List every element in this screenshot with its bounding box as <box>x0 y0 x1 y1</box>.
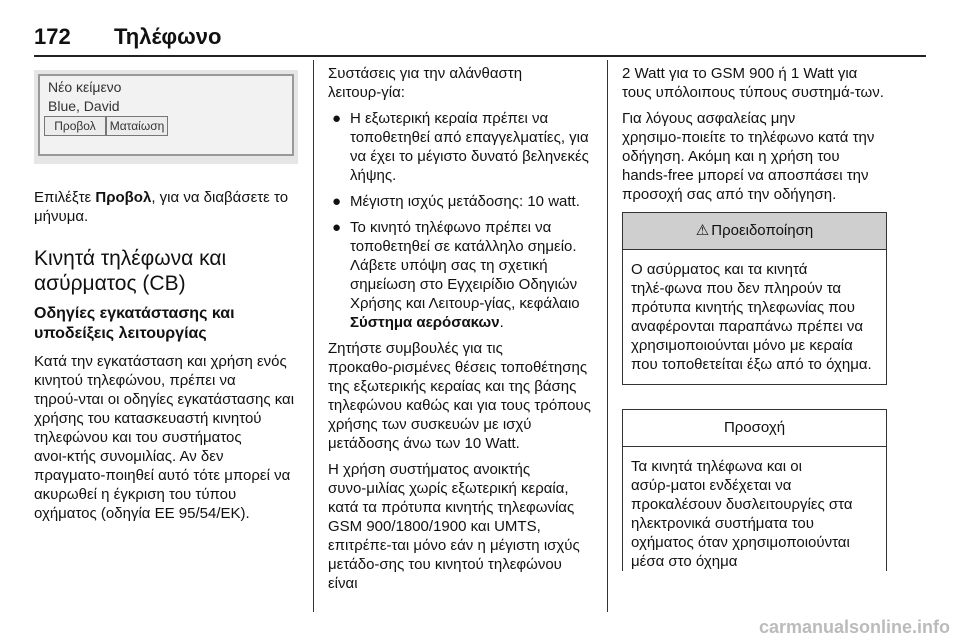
warning-text: Ο ασύρματος και τα κινητά τηλέ‑φωνα που δεν πληρούν τα πρότυπα κινητής τηλεφωνίας που αναφέρονται παραπάνω πρέπει να χρησιμοποιούνται μόνο με κεραία που τοποθετείται έξω από το όχημα. <box>631 261 872 373</box>
body-paragraph: Για λόγους ασφαλείας μην χρησιμο‑ποιείτε το τηλέφωνο κατά την οδήγηση. Ακόμη και η χρήση του hands-free μπορεί να αποσπάσει την προσοχή σας από την οδήγηση. <box>622 110 875 203</box>
cancel-button: Ματαίωση <box>106 116 168 136</box>
message-panel <box>38 74 294 156</box>
list-item: ● Μέγιστη ισχύς μετάδοσης: 10 watt. <box>332 193 580 210</box>
message-title: Νέο κείμενο <box>48 79 122 95</box>
display-screenshot <box>34 70 298 164</box>
warning-box <box>622 212 887 385</box>
page-header <box>34 24 221 54</box>
caution-box <box>622 409 887 571</box>
subsection-heading: Οδηγίες εγκατάστασης και υποδείξεις λειτουργίας <box>34 305 235 342</box>
section-title: Τηλέφωνο <box>114 24 222 49</box>
body-paragraph: Ζητήστε συμβουλές για τις προκαθο‑ρισμένες θέσεις τοποθέτησης της εξωτερικής κεραίας και της βάσης τηλεφώνου καθώς και για τους τρόπους χρήσης των συσκευών με ισχύ μετάδοσης άνω των 10 Watt. <box>328 340 591 452</box>
view-button: Προβολ <box>44 116 106 136</box>
recommendations-intro: Συστάσεις για την αλάνθαστη λειτουρ‑γία: <box>328 65 523 101</box>
list-item: ● Η εξωτερική κεραία πρέπει να τοποθετηθεί από επαγγελματίες, για να έχει το μέγιστο δυνατό βεληνεκές λήψης. <box>332 110 589 184</box>
body-paragraph: Κατά την εγκατάσταση και χρήση ενός κινητού τηλεφώνου, πρέπει να τηρού‑νται οι οδηγίες εγκατάστασης και χρήσης του κατασκευαστή κινητού τηλεφώνου και του συστήματος ανοι‑κτής συνομιλίας. Αν δεν πραγματο‑ποιηθεί αυτό τότε μπορεί να ακυρωθεί η έγκριση του τύπου οχήματος (οδηγία ΕΕ 95/54/ΕΚ). <box>34 353 295 522</box>
warning-triangle-icon: ⚠ <box>695 222 710 239</box>
caution-title: Προσοχή <box>623 410 886 447</box>
column-3 <box>622 64 887 571</box>
header-divider <box>34 55 926 57</box>
body-paragraph: 2 Watt για το GSM 900 ή 1 Watt για τους υπόλοιπους τύπους συστημά‑των. <box>622 65 884 101</box>
column-divider <box>607 60 608 612</box>
message-sender: Blue, David <box>48 98 120 114</box>
bullet-icon: ● <box>332 219 342 236</box>
column-1 <box>34 64 299 530</box>
instruction-text: Επιλέξτε Προβολ, για να διαβάσετε το μήνυμα. <box>34 189 289 225</box>
bullet-icon: ● <box>332 193 342 210</box>
warning-title: Προειδοποίηση <box>711 222 814 239</box>
bullet-icon: ● <box>332 110 342 127</box>
recommendations-list <box>328 109 595 332</box>
section-heading: Κινητά τηλέφωνα και ασύρματος (CB) <box>34 247 227 295</box>
body-paragraph: Η χρήση συστήματος ανοικτής συνο‑μιλίας χωρίς εξωτερική κεραία, κατά τα πρότυπα κινητής τηλεφωνίας GSM 900/1800/1900 και UMTS, επιτρέπε‑ται μόνο εάν η μέγιστη ισχύς μετάδο‑σης του κινητού τηλεφώνου είναι <box>328 461 580 592</box>
warning-header <box>623 213 886 250</box>
list-item: ● Το κινητό τηλέφωνο πρέπει να τοποθετηθεί σε κατάλληλο σημείο. Λάβετε υπόψη σας τη σχετική σημείωση στο Εγχειρίδιο Οδηγιών Χρήσης και Λειτουρ‑γίας, κεφάλαιο Σύστημα αερόσακων. <box>332 219 580 331</box>
column-divider <box>313 60 314 612</box>
caution-text: Τα κινητά τηλέφωνα και οι ασύρ‑ματοι ενδέχεται να προκαλέσουν δυσλειτουργίες στα ηλεκτρονικά συστήματα του οχήματος όταν χρησιμοποιούνται μέσα στο όχημα <box>631 458 853 570</box>
column-2 <box>328 64 595 600</box>
page-number: 172 <box>34 24 71 49</box>
watermark: carmanualsonline.info <box>758 617 950 637</box>
